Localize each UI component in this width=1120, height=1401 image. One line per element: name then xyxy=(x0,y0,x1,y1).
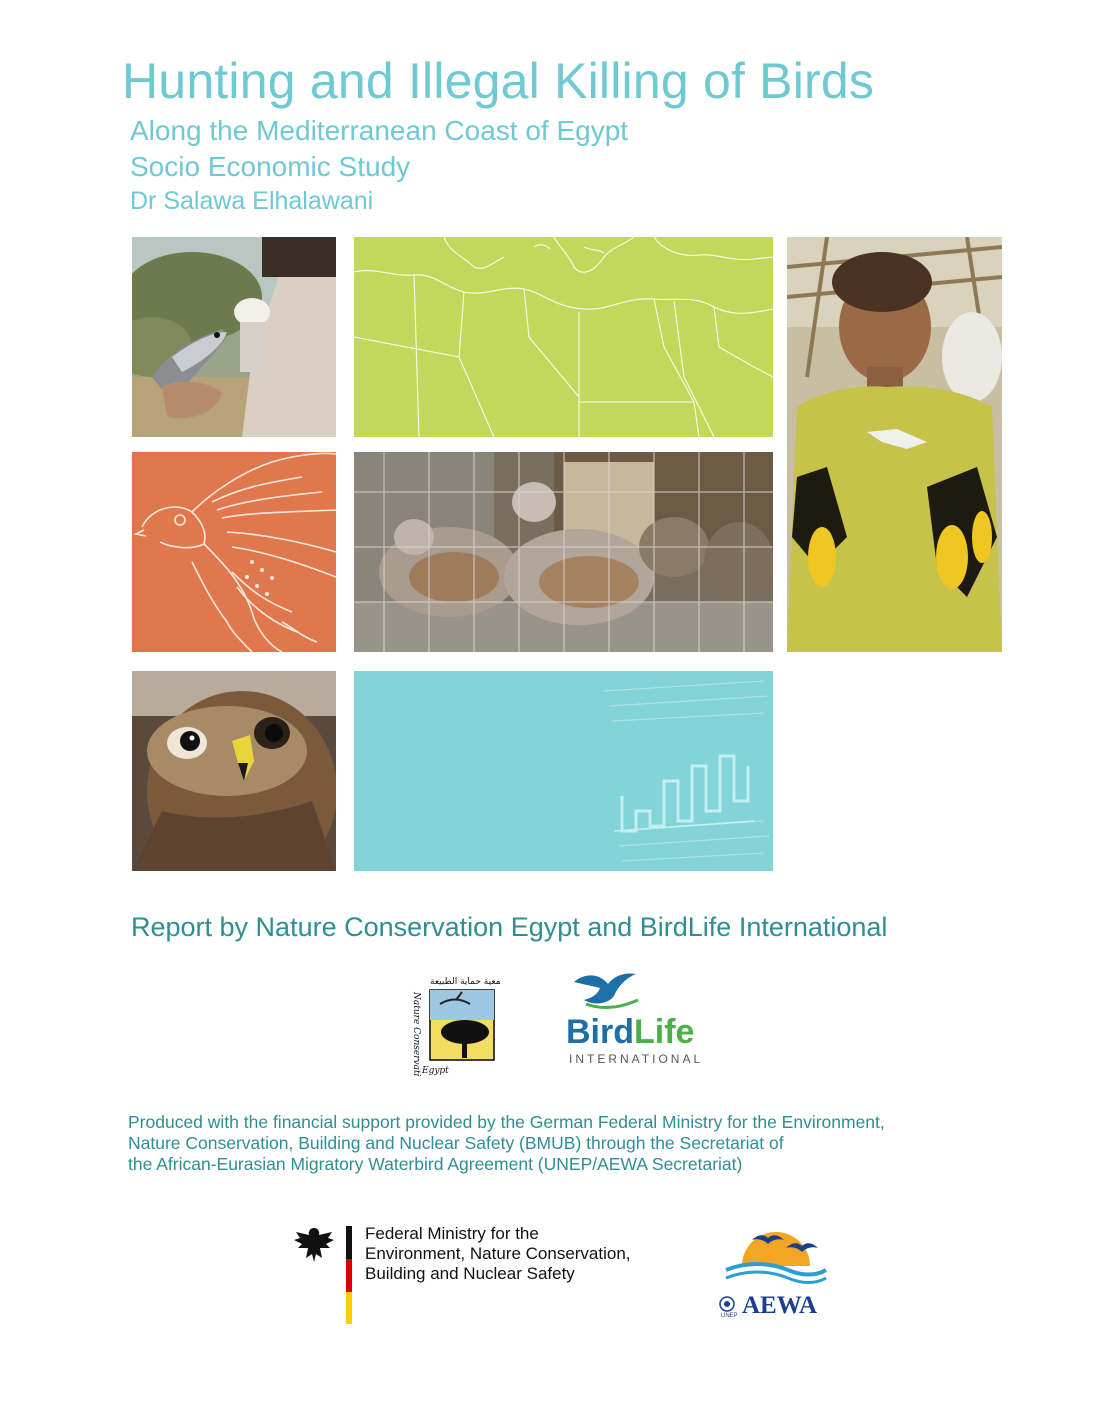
report-author: Dr Salawa Elhalawani xyxy=(130,187,374,215)
nature-conservation-egypt-logo xyxy=(410,970,500,1076)
ministry-line: Building and Nuclear Safety xyxy=(365,1264,575,1283)
ministry-line: Federal Ministry for the xyxy=(365,1224,539,1243)
funding-line: Nature Conservation, Building and Nuclear Safety (BMUB) through the Secretariat of xyxy=(128,1133,784,1153)
birdlife-bird-icon xyxy=(572,970,642,1010)
german-eagle-icon xyxy=(292,1224,336,1264)
report-chart-tile xyxy=(354,671,773,871)
report-title: Hunting and Illegal Killing of Birds xyxy=(122,53,875,109)
funding-line: the African-Eurasian Migratory Waterbird Agreement (UNEP/AEWA Secretariat) xyxy=(128,1154,743,1174)
funding-statement xyxy=(128,1112,885,1175)
aewa-wordmark: AEWA xyxy=(742,1292,818,1319)
funding-line: Produced with the financial support provided by the German Federal Ministry for the Environment, xyxy=(128,1112,885,1132)
man-holding-shrike-photo xyxy=(132,237,336,437)
report-subtitle: Along the Mediterranean Coast of Egypt xyxy=(130,115,629,146)
nce-english-name: Nature Conservation xyxy=(411,992,421,1076)
birdlife-bird-text: Bird xyxy=(566,1013,634,1051)
unep-label: UNEP xyxy=(721,1313,738,1319)
nce-arabic-name: جمعية حماية الطبيعة xyxy=(430,977,500,987)
federal-ministry-name xyxy=(365,1224,631,1284)
caged-turtle-doves-photo xyxy=(354,452,773,652)
falcon-line-art-tile xyxy=(132,452,336,652)
report-study-type: Socio Economic Study xyxy=(130,151,411,182)
birdlife-life-text: Life xyxy=(634,1013,695,1051)
ministry-line: Environment, Nature Conservation, xyxy=(365,1244,631,1263)
german-flag-stripe xyxy=(346,1226,352,1324)
aewa-sun-waves-icon xyxy=(722,1226,828,1286)
birdlife-international-text: INTERNATIONAL xyxy=(569,1052,704,1066)
boy-holding-golden-orioles-photo xyxy=(787,237,1002,652)
birdlife-wordmark xyxy=(566,1013,694,1052)
harrier-portrait-photo xyxy=(132,671,336,871)
report-publishers: Report by Nature Conservation Egypt and BirdLife International xyxy=(131,912,888,942)
nce-egypt-label: Egypt xyxy=(422,1066,449,1076)
map-of-mediterranean-tile xyxy=(354,237,773,437)
unep-emblem-icon xyxy=(719,1296,735,1312)
